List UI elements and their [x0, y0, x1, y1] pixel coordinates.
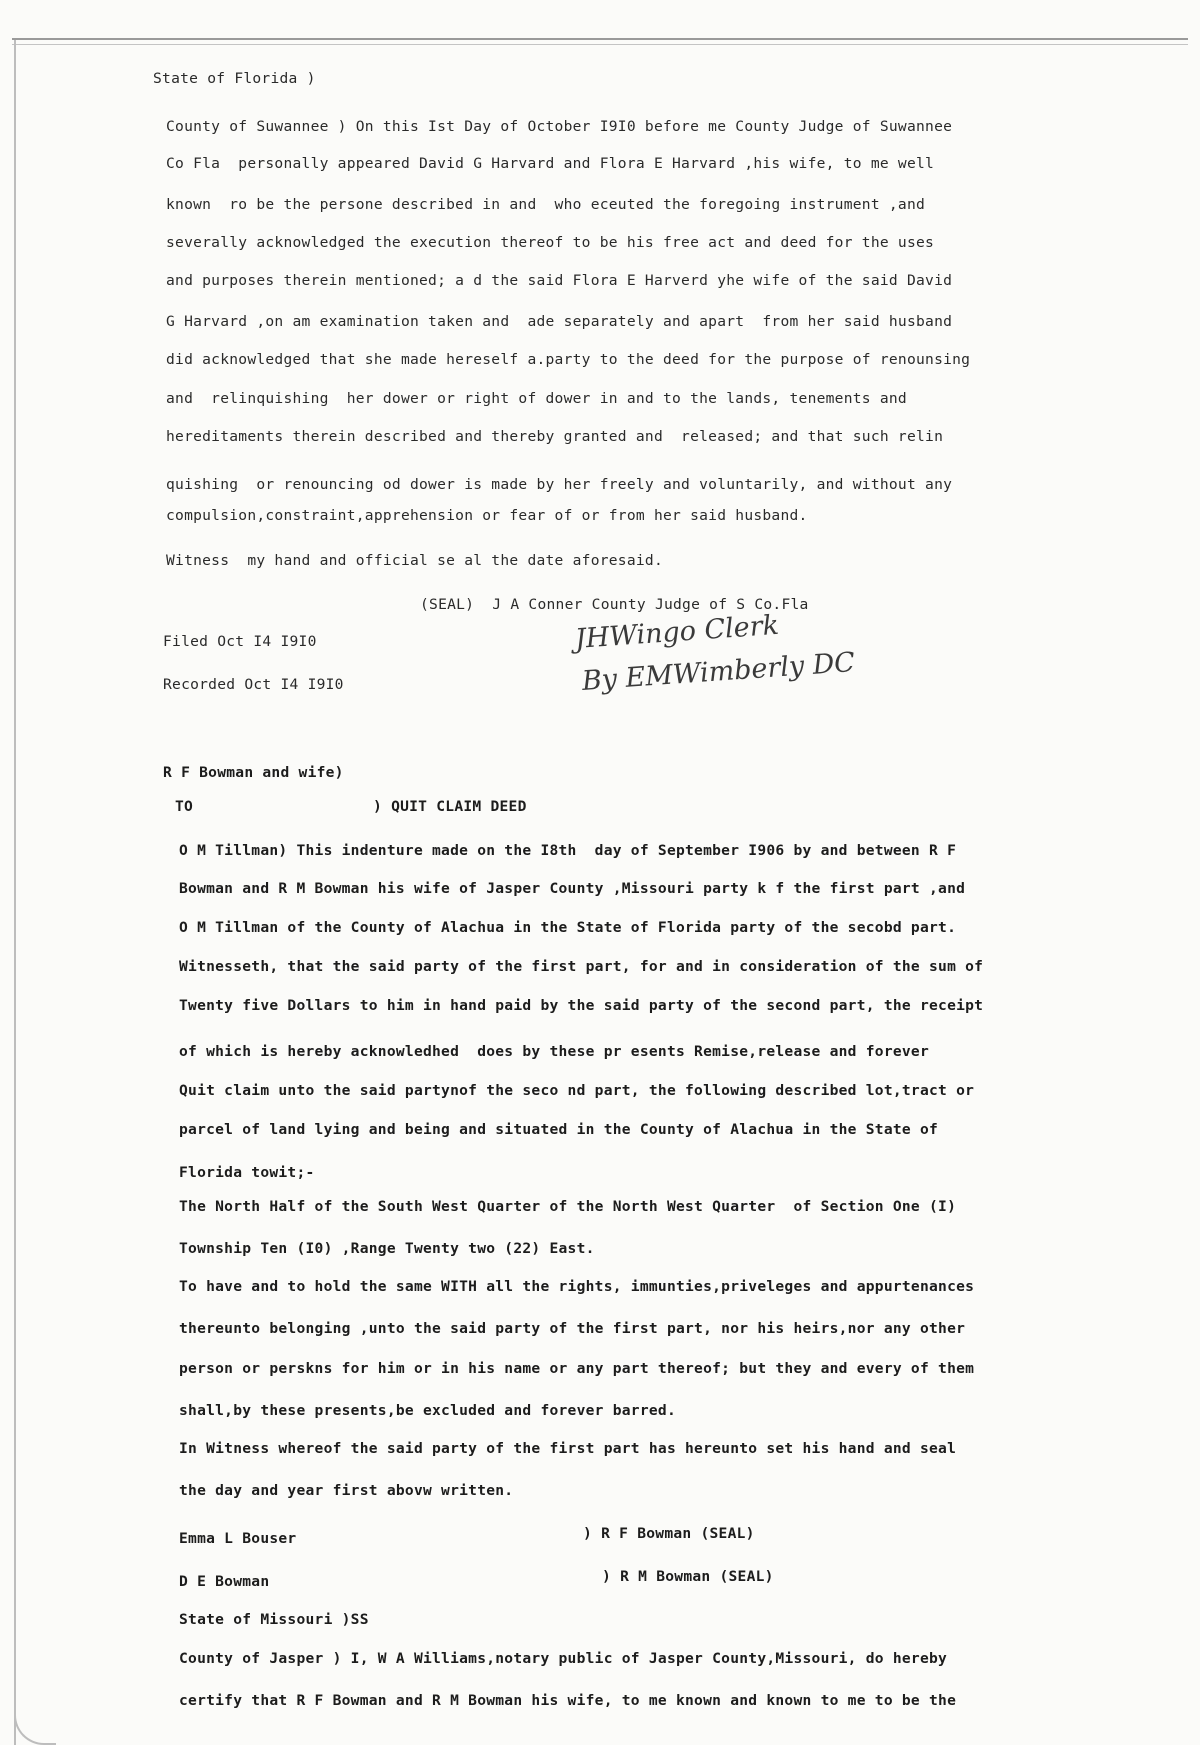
- ack1-line: known ro be the persone described in and who eceuted the foregoing instrument ,and: [166, 196, 926, 213]
- deed-to-label: TO: [175, 798, 194, 815]
- ack2-line: County of Jasper ) I, W A Williams,notary public of Jasper County,Missouri, do hereby: [179, 1650, 948, 1667]
- deed-line: parcel of land lying and being and situated in the County of Alachua in the State of: [179, 1121, 939, 1138]
- ack1-line: compulsion,constraint,apprehension or fear of or from her said husband.: [166, 507, 808, 524]
- deed-line: shall,by these presents,be excluded and forever barred.: [179, 1402, 676, 1419]
- top-rule-secondary: [12, 44, 1188, 45]
- clerk-signature: JHWingo Clerk: [573, 609, 780, 655]
- ack1-line: severally acknowledged the execution thereof to be his free act and deed for the uses: [166, 234, 935, 251]
- deed-line: thereunto belonging ,unto the said party of the first part, nor his heirs,nor any other: [179, 1320, 966, 1337]
- ack1-line: G Harvard ,on am examination taken and ade separately and apart from her said husband: [166, 313, 953, 330]
- deed-line: of which is hereby acknowledhed does by these pr esents Remise,release and forever: [179, 1043, 930, 1060]
- ack1-line: Co Fla personally appeared David G Harvard and Flora E Harvard ,his wife, to me well: [166, 155, 935, 172]
- ack1-line: County of Suwannee ) On this Ist Day of October I9I0 before me County Judge of Suwannee: [166, 118, 953, 135]
- filed-date: Filed Oct I4 I9I0: [163, 633, 317, 650]
- ack1-line: quishing or renouncing od dower is made by her freely and voluntarily, and without any: [166, 476, 953, 493]
- deed-line: person or perskns for him or in his name or any part thereof; but they and every of them: [179, 1360, 975, 1377]
- deed-line: O M Tillman) This indenture made on the I8th day of September I906 by and between R F: [179, 842, 957, 859]
- deed-line: In Witness whereof the said party of the first part has hereunto set his hand and seal: [179, 1440, 957, 1457]
- deed-line: R F Bowman and wife): [163, 764, 344, 781]
- deed-line: Florida towit;-: [179, 1164, 315, 1181]
- deed-title: ) QUIT CLAIM DEED: [373, 798, 527, 815]
- ack1-line: and purposes therein mentioned; a d the said Flora E Harverd yhe wife of the said David: [166, 272, 953, 289]
- page-bottom-curve: [14, 1713, 56, 1745]
- deed-line: The North Half of the South West Quarter of the North West Quarter of Section One (I): [179, 1198, 957, 1215]
- ack1-line: State of Florida ): [153, 70, 316, 87]
- deed-line: O M Tillman of the County of Alachua in the State of Florida party of the secobd part.: [179, 919, 957, 936]
- deed-line: Twenty five Dollars to him in hand paid by the said party of the second part, the receipt: [179, 997, 984, 1014]
- ack1-line: Witness my hand and official se al the date aforesaid.: [166, 552, 663, 569]
- deed-line: Quit claim unto the said partynof the seco nd part, the following described lot,tract or: [179, 1082, 975, 1099]
- deed-line: Township Ten (I0) ,Range Twenty two (22) East.: [179, 1240, 595, 1257]
- deed-line: To have and to hold the same WITH all the rights, immunties,priveleges and appurtenances: [179, 1278, 975, 1295]
- deed-line: Witnesseth, that the said party of the first part, for and in consideration of the sum of: [179, 958, 984, 975]
- witness-name: Emma L Bouser: [179, 1530, 297, 1547]
- ack2-line: State of Missouri )SS: [179, 1611, 369, 1628]
- ack1-line: and relinquishing her dower or right of dower in and to the lands, tenements and: [166, 390, 907, 407]
- deputy-clerk-signature: By EMWimberly DC: [580, 646, 856, 697]
- witness-name: D E Bowman: [179, 1573, 270, 1590]
- top-rule: [12, 38, 1188, 40]
- recorded-date: Recorded Oct I4 I9I0: [163, 676, 344, 693]
- ack1-line: hereditaments therein described and thereby granted and released; and that such relin: [166, 428, 944, 445]
- deed-line: Bowman and R M Bowman his wife of Jasper County ,Missouri party k f the first part ,and: [179, 880, 966, 897]
- grantor-signature: ) R F Bowman (SEAL): [583, 1525, 755, 1542]
- judge-signature-line: (SEAL) J A Conner County Judge of S Co.Fla: [420, 596, 809, 613]
- ack2-line: certify that R F Bowman and R M Bowman his wife, to me known and known to me to be the: [179, 1692, 957, 1709]
- page-left-edge: [14, 40, 16, 1745]
- grantor-signature: ) R M Bowman (SEAL): [602, 1568, 774, 1585]
- deed-line: the day and year first abovw written.: [179, 1482, 514, 1499]
- ack1-line: did acknowledged that she made hereself a.party to the deed for the purpose of renounsing: [166, 351, 971, 368]
